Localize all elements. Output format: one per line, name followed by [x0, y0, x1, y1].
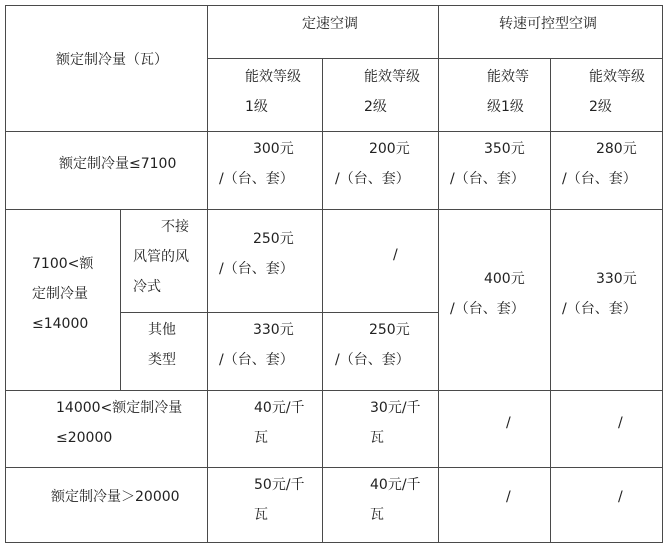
row1-fixed-l2: 200元 /（台、套） — [335, 141, 410, 187]
row3-label: 14000<额定制冷量 ≤20000 — [56, 400, 183, 446]
row2-sub1-fixed-l2: / — [393, 247, 398, 263]
var-level2-header: 能效等级 2级 — [589, 69, 645, 115]
row4-var-l2: / — [618, 489, 623, 505]
fixed-level1-header: 能效等级 1级 — [245, 69, 301, 115]
grid-line — [5, 5, 6, 543]
row-header-label: 额定制冷量（瓦） — [56, 52, 168, 68]
subsidy-table — [5, 5, 663, 543]
grid-line — [120, 209, 121, 391]
grid-line — [550, 58, 551, 543]
fixed-speed-header: 定速空调 — [302, 16, 358, 32]
grid-line — [120, 312, 438, 313]
grid-line — [5, 467, 663, 468]
grid-line — [207, 5, 208, 543]
row4-var-l1: / — [506, 489, 511, 505]
row4-fixed-l1: 50元/千 瓦 — [254, 477, 305, 523]
grid-line — [5, 542, 663, 543]
row2-var-l1: 400元 /（台、套） — [450, 271, 525, 317]
row3-fixed-l2: 30元/千 瓦 — [370, 400, 421, 446]
row1-fixed-l1: 300元 /（台、套） — [219, 141, 294, 187]
var-level1-header: 能效等 级1级 — [487, 69, 529, 115]
row3-var-l1: / — [506, 415, 511, 431]
row3-fixed-l1: 40元/千 瓦 — [254, 400, 305, 446]
row2-var-l2: 330元 /（台、套） — [562, 271, 637, 317]
row4-fixed-l2: 40元/千 瓦 — [370, 477, 421, 523]
row2-sub1-fixed-l1: 250元 /（台、套） — [219, 231, 294, 277]
row2-sub2-label: 其他 类型 — [148, 322, 176, 368]
row4-label: 额定制冷量＞20000 — [51, 489, 180, 505]
grid-line — [5, 209, 663, 210]
row2-sub1-label: 不接 风管的风 冷式 — [133, 219, 189, 295]
row3-var-l2: / — [618, 415, 623, 431]
row1-label: 额定制冷量≤7100 — [59, 156, 177, 172]
row1-var-l2: 280元 /（台、套） — [562, 141, 637, 187]
grid-line — [5, 131, 663, 132]
row2-sub2-fixed-l2: 250元 /（台、套） — [335, 322, 410, 368]
grid-line — [438, 5, 439, 543]
row1-var-l1: 350元 /（台、套） — [450, 141, 525, 187]
grid-line — [207, 58, 663, 59]
row2-label: 7100<额 定制冷量 ≤14000 — [32, 256, 94, 332]
grid-line — [322, 58, 323, 543]
fixed-level2-header: 能效等级 2级 — [364, 69, 420, 115]
grid-line — [662, 5, 663, 543]
variable-speed-header: 转速可控型空调 — [499, 16, 597, 32]
row2-sub2-fixed-l1: 330元 /（台、套） — [219, 322, 294, 368]
grid-line — [5, 390, 663, 391]
grid-line — [5, 5, 663, 6]
